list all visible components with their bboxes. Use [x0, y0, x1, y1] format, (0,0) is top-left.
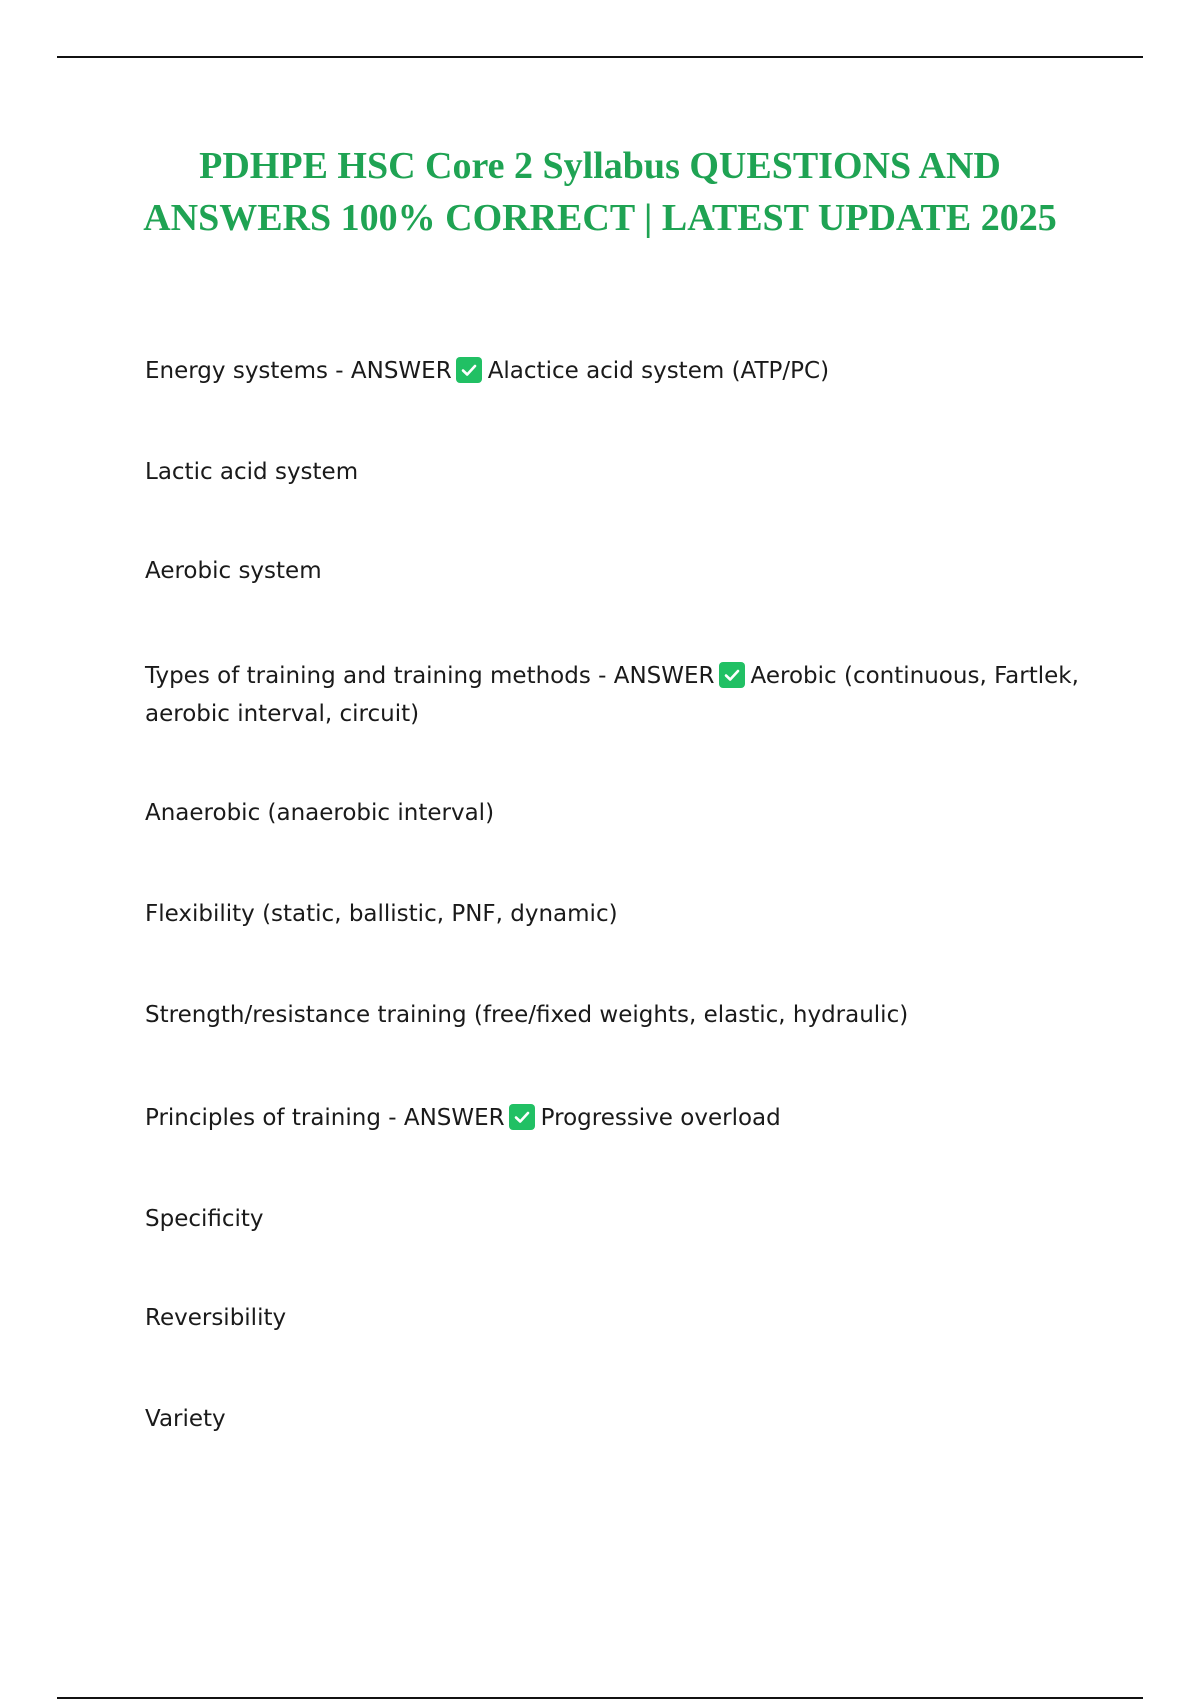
qa-entry [145, 1099, 1105, 1137]
question-text: Types of training and training methods - ANSWER [145, 663, 715, 689]
question-text: Energy systems - ANSWER [145, 358, 452, 384]
list-item: Flexibility (static, ballistic, PNF, dynamic) [145, 901, 618, 927]
check-icon [509, 1104, 535, 1130]
list-item: Reversibility [145, 1305, 287, 1331]
list-item: Specificity [145, 1206, 264, 1232]
answer-text: Alactice acid system (ATP/PC) [487, 358, 830, 384]
qa-entry [145, 657, 1105, 733]
list-item: Lactic acid system [145, 459, 359, 485]
list-item: Strength/resistance training (free/fixed weights, elastic, hydraulic) [145, 1002, 909, 1028]
list-item: Anaerobic (anaerobic interval) [145, 800, 495, 826]
document-title: PDHPE HSC Core 2 Syllabus QUESTIONS AND ANSWERS 100% CORRECT | LATEST UPDATE 2025 [143, 145, 1057, 239]
check-icon [719, 662, 745, 688]
check-icon [456, 357, 482, 383]
list-item: Aerobic system [145, 558, 322, 584]
question-text: Principles of training - ANSWER [145, 1105, 505, 1131]
answer-text: Progressive overload [540, 1105, 781, 1131]
list-item: Variety [145, 1406, 226, 1432]
qa-entry [145, 352, 1105, 390]
answer-text: Aerobic (continuous, Fartlek, aerobic interval, circuit) [145, 663, 1079, 727]
bottom-divider [57, 1697, 1143, 1699]
